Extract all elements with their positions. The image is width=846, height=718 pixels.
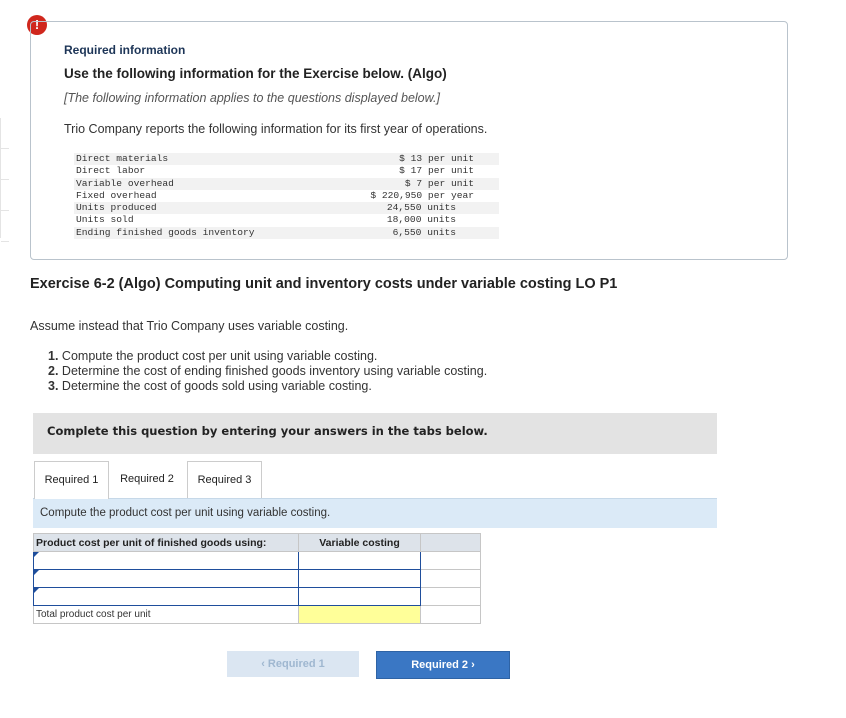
col-header-variable-costing: Variable costing xyxy=(299,534,421,552)
use-information-line: Use the following information for the Exercise below. (Algo) xyxy=(64,66,447,81)
complete-instruction: Complete this question by entering your answers in the tabs below. xyxy=(47,424,488,438)
exercise-steps xyxy=(48,349,487,394)
blank-cell xyxy=(421,552,481,570)
step-text: Determine the cost of goods sold using variable costing. xyxy=(61,379,372,393)
required-information-heading: Required information xyxy=(64,43,186,57)
data-value: 6,550 units xyxy=(392,226,456,238)
dropdown-marker-icon xyxy=(34,552,39,557)
step-text: Determine the cost of ending finished goods inventory using variable costing. xyxy=(61,364,488,378)
dropdown-marker-icon xyxy=(34,570,39,575)
step-item xyxy=(48,379,487,394)
data-value: 18,000 units xyxy=(386,214,456,226)
data-label: Units produced xyxy=(76,202,157,214)
total-product-cost-cell xyxy=(299,606,421,624)
data-value: 24,550 units xyxy=(386,202,456,214)
data-value: $ 7 per unit xyxy=(404,177,474,189)
step-text: Compute the product cost per unit using variable costing. xyxy=(61,349,378,363)
table-header-row xyxy=(34,534,481,552)
step-number: 2. xyxy=(48,364,59,378)
next-required-button[interactable]: Required 2 › xyxy=(376,651,510,679)
data-label: Fixed overhead xyxy=(76,189,157,201)
tab-required-1[interactable]: Required 1 xyxy=(34,461,109,499)
data-labels xyxy=(76,153,254,239)
previous-required-button[interactable]: ‹ Required 1 xyxy=(227,651,359,677)
alert-icon: ! xyxy=(27,15,47,35)
exercise-title: Exercise 6-2 (Algo) Computing unit and inventory costs under variable costing LO P1 xyxy=(30,276,618,292)
left-edge-marks xyxy=(0,118,9,238)
step-item xyxy=(48,349,487,364)
cost-item-input[interactable] xyxy=(34,570,299,588)
table-total-row xyxy=(34,606,481,624)
col-header-blank xyxy=(421,534,481,552)
data-label: Direct materials xyxy=(76,153,169,164)
information-intro: Trio Company reports the following information for its first year of operations. xyxy=(64,122,488,136)
dropdown-marker-icon xyxy=(34,588,39,593)
cost-item-input[interactable] xyxy=(34,552,299,570)
step-item xyxy=(48,364,487,379)
cost-item-input[interactable] xyxy=(34,588,299,606)
information-note: [The following information applies to the questions displayed below.] xyxy=(64,91,440,105)
cost-amount-input[interactable] xyxy=(299,570,421,588)
blank-cell xyxy=(421,588,481,606)
data-value: $ 220,950 per year xyxy=(370,189,474,201)
step-number: 3. xyxy=(48,379,59,393)
table-row xyxy=(34,552,481,570)
cost-amount-input[interactable] xyxy=(299,552,421,570)
exercise-assumption: Assume instead that Trio Company uses variable costing. xyxy=(30,319,349,333)
data-value: $ 13 per unit xyxy=(399,153,474,164)
data-label: Direct labor xyxy=(76,165,146,177)
data-label: Ending finished goods inventory xyxy=(76,226,255,238)
col-header-description: Product cost per unit of finished goods using: xyxy=(34,534,299,552)
tab-required-2[interactable]: Required 2 xyxy=(120,473,174,485)
tab-required-3[interactable]: Required 3 xyxy=(187,461,262,499)
blank-cell xyxy=(421,570,481,588)
answer-table xyxy=(33,533,481,624)
total-label: Total product cost per unit xyxy=(34,606,299,624)
cost-amount-input[interactable] xyxy=(299,588,421,606)
data-value: $ 17 per unit xyxy=(399,165,474,177)
tab-prompt: Compute the product cost per unit using variable costing. xyxy=(40,507,331,519)
data-label: Units sold xyxy=(76,214,134,226)
blank-cell xyxy=(421,606,481,624)
data-values xyxy=(360,153,474,239)
data-label: Variable overhead xyxy=(76,177,174,189)
step-number: 1. xyxy=(48,349,59,363)
table-row xyxy=(34,588,481,606)
table-row xyxy=(34,570,481,588)
